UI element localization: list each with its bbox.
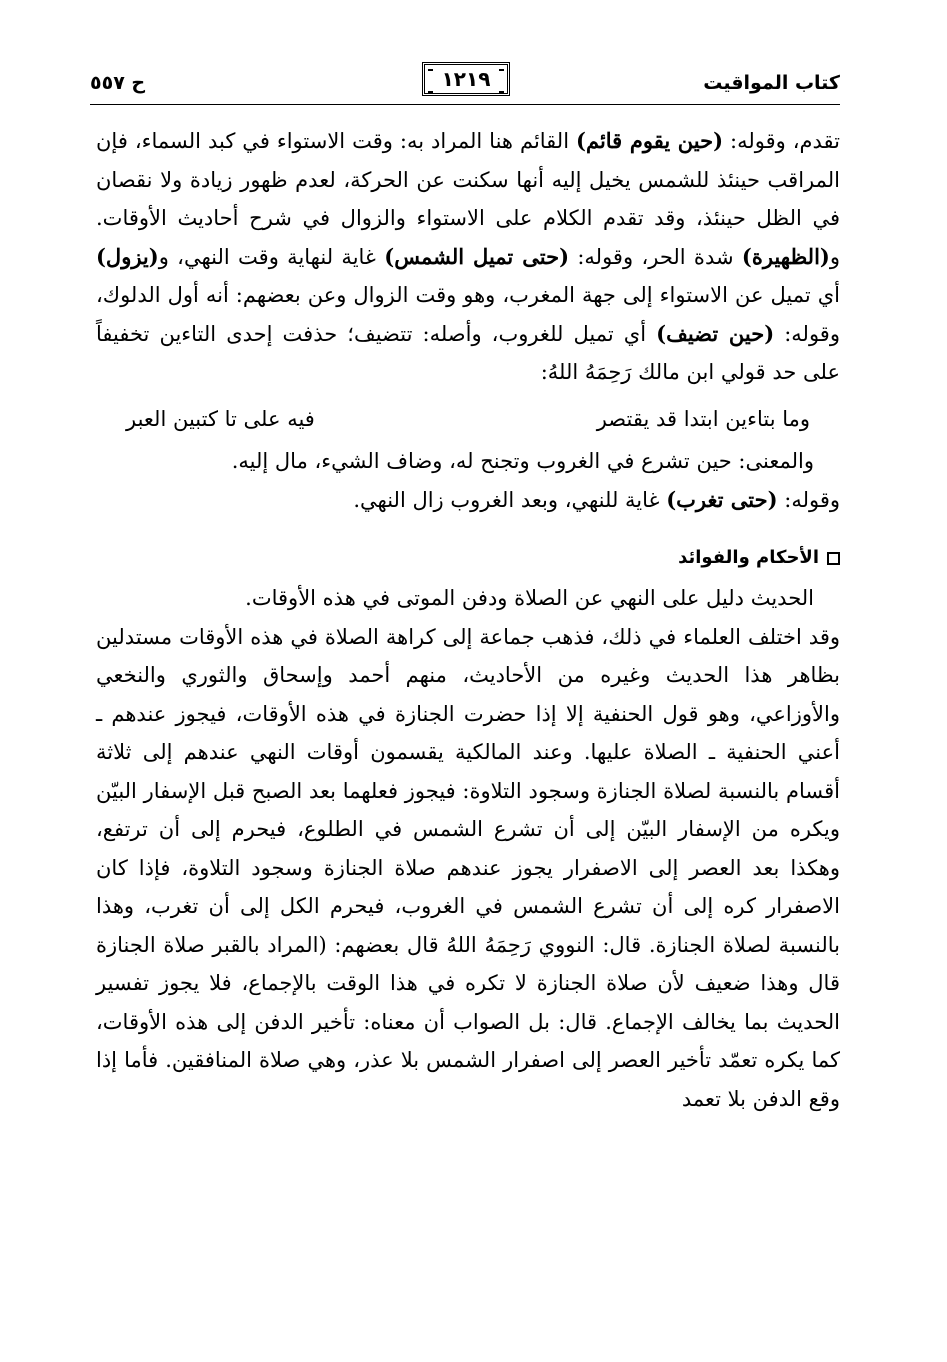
paragraph-until-sunset (96, 481, 840, 520)
page-content (96, 122, 840, 1118)
bold-term: (الظهيرة) (741, 243, 830, 269)
text-run: تقدم، وقوله: (723, 129, 841, 153)
paragraph-hadith-evidence: الحديث دليل على النهي عن الصلاة ودفن الموتى في هذه الأوقات. (245, 586, 814, 610)
text-run: القائم هنا المراد به: وقت الاستواء في كبد السماء، فإن المراقب حينئذ للشمس يخيل إليه أنها سكنت عن الحركة، لعدم ظهور زيادة ولا نقصان في الظل حينئذ، وقد تقدم الكلام على الاستواء والزوال في شرح أحاديث الأوقات. و (96, 129, 840, 269)
text-run: شدة الحر، وقوله: (569, 244, 742, 269)
text-run: أي تميل للغروب، وأصله: تتضيف؛ حذفت إحدى التاءين تخفيفاً على حد قولي ابن مالك رَحِمَهُ اللهُ: (96, 321, 840, 384)
page-header (90, 58, 840, 108)
paragraph-scholars-opinions: وقد اختلف العلماء في ذلك، فذهب جماعة إلى كراهة الصلاة في هذه الأوقات مستدلين بظاهر هذا الحديث وغيره من الأحاديث، منهم أحمد وإسحاق والثوري والنخعي والأوزاعي، وهو قول الحنفية إلا إذا حضرت الجنازة في هذه الأوقات، فيجوز عندهم ـ أعني الحنفية ـ الصلاة عليها. وعند المالكية يقسمون أوقات النهي عندهم إلى ثلاثة أقسام بالنسبة لصلاة الجنازة وسجود التلاوة: فيجوز فعلهما بعد الصبح قبل الإسفار البيّن ويكره من الإسفار البيّن إلى أن تشرع الشمس في الطلوع، فيحرم إلى أن ترتفع، وهكذا بعد العصر إلى الاصفرار يجوز عندهم صلاة الجنازة وسجود التلاوة، فإذا كان الاصفرار كره إلى أن تشرع الشمس في الغروب، فيحرم الكل إلى أن تغرب، وهذا بالنسبة لصلاة الجنازة. قال: النووي رَحِمَهُ اللهُ قال بعضهم: (المراد بالقبر صلاة الجنازة قال وهذا ضعيف لأن صلاة الجنازة لا تكره في هذا الوقت بالإجماع، فلا يجوز تفسير الحديث بما يخالف الإجماع. قال: بل الصواب أن معناه: تأخير الدفن إلى هذه الأوقات، كما يكره تعمّد تأخير العصر إلى اصفرار الشمس بلا عذر، وهي صلاة المنافقين. فأما إذا وقع الدفن بلا تعمد (96, 624, 840, 1111)
bold-term: (حتى تغرب) (666, 486, 778, 512)
hadith-number-frame (422, 62, 510, 96)
text-run: وقوله: (777, 487, 840, 512)
page-reference: ح ٥٥٧ (90, 72, 146, 94)
poetry-verse (126, 400, 810, 439)
text-run: غاية للنهي، وبعد الغروب زال النهي. (353, 487, 667, 512)
text-run: غاية لنهاية وقت النهي، و (158, 244, 385, 269)
header-divider (90, 104, 840, 105)
verse-first-hemistich: وما بتاءين ابتدا قد يقتصر (596, 406, 810, 431)
hadith-number: ١٢١٩ (441, 67, 491, 91)
bold-term: (حين تضيف) (656, 320, 775, 346)
paragraph-meaning: والمعنى: حين تشرع في الغروب وتجنح له، وضاف الشيء، مال إليه. (231, 449, 814, 473)
text-run: أي تميل عن الاستواء إلى جهة المغرب، وهو وقت الزوال وعن بعضهم: أنه أول الدلوك، وقوله: (96, 283, 840, 346)
section-heading (96, 541, 840, 575)
bold-term: (يزول) (96, 243, 159, 269)
bold-term: (حتى تميل الشمس) (384, 243, 570, 269)
bold-term: (حين يقوم قائم) (576, 128, 724, 153)
section-title: الأحكام والفوائد (678, 547, 819, 568)
paragraph-explanation (96, 122, 840, 392)
book-title: كتاب المواقيت (703, 72, 840, 94)
square-bullet-icon (827, 552, 840, 565)
verse-second-hemistich: فيه على تا كتبين العبر (126, 406, 315, 431)
